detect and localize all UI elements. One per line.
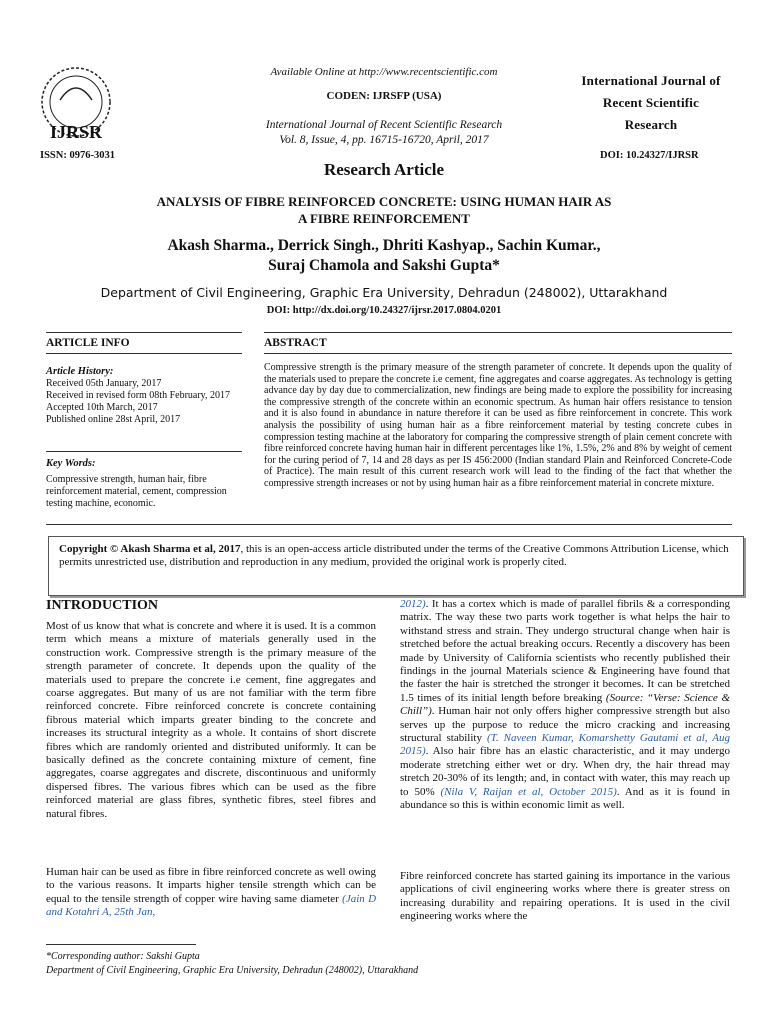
journal-name-block: International Journal of Recent Scientific Research <box>581 73 721 132</box>
footnote-divider <box>46 944 196 945</box>
citation-link[interactable]: (Jain D and Kotahri A, 25th Jan, <box>46 892 377 919</box>
article-history: Article History: Received 05th January, 2017 Received in revised form 08th February, 2017 Accepted 10th March, 2017 Published online 28st April, 2017 <box>46 366 231 425</box>
article-doi-link[interactable]: DOI: http://dx.doi.org/10.24327/ijrsr.2017.0804.0201 <box>266 305 502 316</box>
abstract-text: Compressive strength is the primary measure of the strength parameter of concrete. It depends upon the quality of the materials used to prepare the concrete i.e cement, fine aggregates and coarse aggregates. As technology is getting advance day by day due to commercialization, new findings are being made to explore the possibility for increasing the compressive strength of the concrete within an economic spectrum. As human hair offers resistance to tension and it is also found in abundance in nature therefore it can be used as fibre reinforcement in concrete. This work analysis the possibility of using human hair as a fibre reinforcement material by testing concrete cubes in compression testing machine at the laboratory for comparing the compressive strength of plain cement concrete with fibre reinforced concrete having human hair in different percentages like 1%, 1.5%, 2% and 8% by weight of cement for the curing period of 7, 14 and 28 days as per IS 456:2000 (Indian standard Plain and Reinforced Concrete-Code of Practice). The main result of this current research work will lead to the finding of the fact that whether the compressive strength increases or not by using human hair as a fibre reinforcement material in concrete mixture. <box>264 362 732 489</box>
corresponding-author: *Corresponding author: Sakshi Gupta <box>46 951 200 962</box>
copyright-box: Copyright © Akash Sharma et al, 2017, this is an open-access article distributed under the terms of the Creative Commons Attribution License, which permits unrestricted use, distribution and reproduction in any medium, provided the original work is properly cited. <box>48 536 744 596</box>
divider <box>264 353 732 354</box>
intro-paragraph-4: Fibre reinforced concrete has started gaining its importance in the various applications of civil engineering works where there is greater stress on increasing durability and repairing operations. It is used in the civil engineering works where the <box>400 870 730 923</box>
divider <box>46 451 242 452</box>
journal-citation: International Journal of Recent Scientific Research Vol. 8, Issue, 4, pp. 16715-16720, April, 2017 <box>265 119 503 146</box>
journal-doi: DOI: 10.24327/IJRSR <box>600 150 699 161</box>
introduction-heading: INTRODUCTION <box>46 598 159 613</box>
issn: ISSN: 0976-3031 <box>40 150 115 161</box>
citation-link[interactable]: (T. Naveen Kumar, Komarshetty Gautami et al, Aug 2015) <box>400 732 731 758</box>
article-info-heading: ARTICLE INFO <box>46 337 130 349</box>
footer-affiliation: Department of Civil Engineering, Graphic Era University, Dehradun (248002), Uttarakhand <box>46 965 419 976</box>
divider <box>46 332 242 333</box>
available-online: Available Online at http://www.recentscientific.com <box>270 66 498 78</box>
article-type: Research Article <box>323 160 445 179</box>
intro-paragraph-1: Most of us know that what is concrete and where it is used. It is a common term which means a mixture of materials generally used in the construction work. Compressive strength is the primary measure of the strength parameter of concrete. It depends upon the quality of the materials used to prepare the concrete i.e cement, fine aggregates and coarse aggregates. But many of us are not familiar with the term fibre reinforced concrete. Fibre reinforced concrete is concrete containing fibrous material which imparts greater binding to the concrete and increases its structural integrity as a whole. It contains of short discrete fibres which are randomly oriented and distributed uniformly. It can be basically defined as the concrete containing mixture of cement, fine aggregates, coarse aggregates and discrete, discontinuous and uniformly dispersed fibres. The various fibres which can be used as the fibre reinforced material are glass fibres, synthetic fibres, steel fibres and natural fibres. <box>46 620 376 820</box>
authors: Akash Sharma., Derrick Singh., Dhriti Kashyap., Sachin Kumar., Suraj Chamola and Sakshi Gupta* <box>167 237 601 274</box>
coden: CODEN: IJRSFP (USA) <box>326 90 442 102</box>
divider <box>264 332 732 333</box>
intro-paragraph-3: 2012). It has a cortex which is made of parallel fibrils & a corresponding matrix. The way these two parts work together is what helps the hair to withstand stress and strain. They undergo structural change when hair is stretched before the actual breaking occurs. Recently a discovery has been made by University of California scientists who recently published their findings in the journal Materials science & Engineering have found that the faster the hair is stretched the stronger it becomes. It can be stretched 1.5 times of its initial length before breaking (Source: “Verse: Science & Chill”). Human hair not only offers higher compressive strength but also serves up the purpose to reduce the micro cracking and increasing structural stability (T. Naveen Kumar, Komarshetty Gautami et al, Aug 2015). Also hair fibre has an elastic characteristic, and it may undergo moderate stretching either wet or dry. When dry, the hair thread may stretch 20-30% of its length; and, in contact with water, this may reach up to 50% (Nila V, Raijan et al, October 2015). And as it is found in abundance so this is within economic limit as well. <box>400 598 731 812</box>
divider <box>46 353 242 354</box>
citation-link[interactable]: 2012) <box>400 598 426 610</box>
paper-title: ANALYSIS OF FIBRE REINFORCED CONCRETE: USING HUMAN HAIR AS A FIBRE REINFORCEMENT <box>156 194 612 226</box>
divider <box>46 524 732 525</box>
keywords: Key Words: Compressive strength, human hair, fibre reinforcement material, cement, compression testing machine, economic. <box>46 458 227 509</box>
abstract-heading: ABSTRACT <box>264 337 327 349</box>
citation-link[interactable]: (Nila V, Raijan et al, October 2015) <box>440 785 617 798</box>
svg-text:IJRSR: IJRSR <box>49 122 103 142</box>
intro-paragraph-2: Human hair can be used as fibre in fibre reinforced concrete as well owing to the various reasons. It imparts higher tensile strength which can be equal to the tensile strength of copper wire having same diameter (Jain D and Kotahri A, 25th Jan, <box>46 866 377 919</box>
affiliation: Department of Civil Engineering, Graphic Era University, Dehradun (248002), Uttarakhand <box>100 285 668 300</box>
